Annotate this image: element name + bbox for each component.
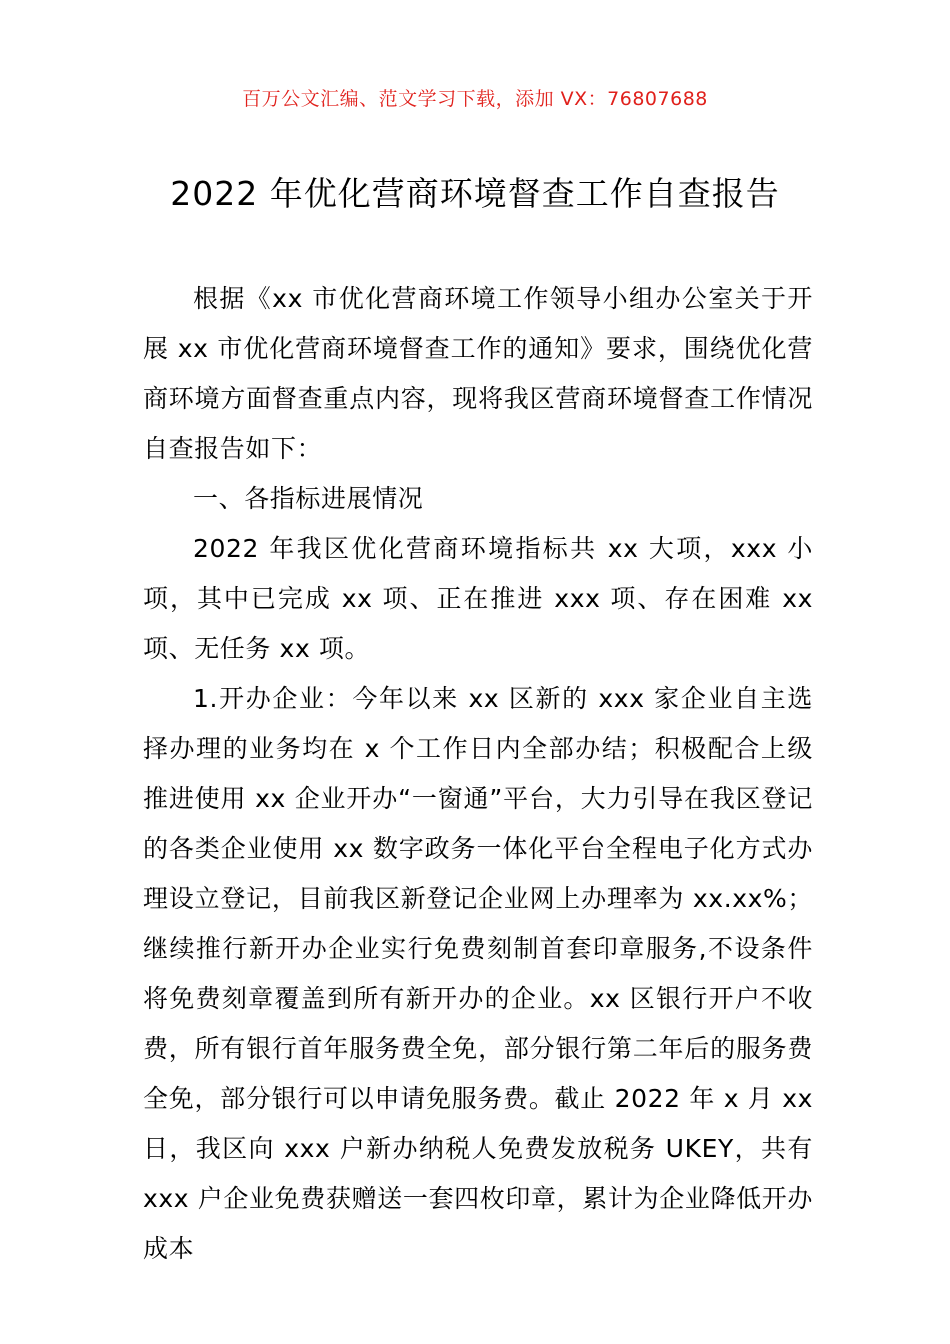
document-body — [143, 274, 813, 1274]
paragraph-summary: 2022 年我区优化营商环境指标共 xx 大项，xxx 小项，其中已完成 xx 项、正在推进 xxx 项、存在困难 xx 项、无任务 xx 项。 — [143, 534, 813, 663]
header-watermark-note: 百万公文汇编、范文学习下载，添加 VX：76807688 — [242, 88, 708, 110]
paragraph-business-start: 1.开办企业：今年以来 xx 区新的 xxx 家企业自主选择办理的业务均在 x 个工作日内全部办结；积极配合上级推进使用 xx 企业开办“一窗通”平台，大力引导在我区登记的各类企业使用 xx 数字政务一体化平台全程电子化方式办理设立登记，目前我区新登记企业网上办理率为 xx.xx%；继续推行新开办企业实行免费刻制首套印章服务,不设条件将免费刻章覆盖到所有新开办的企业。xx 区银行开户不收费，所有银行首年服务费全免，部分银行第二年后的服务费全免，部分银行可以申请免服务费。截止 2022 年 x 月 xx 日，我区向 xxx 户新办纳税人免费发放税务 UKEY，共有 xxx 户企业免费获赠送一套四枚印章，累计为企业降低开办成本 — [143, 684, 813, 1263]
paragraph-intro: 根据《xx 市优化营商环境工作领导小组办公室关于开展 xx 市优化营商环境督查工作的通知》要求，围绕优化营商环境方面督查重点内容，现将我区营商环境督查工作情况自查报告如下： — [143, 284, 813, 463]
section-heading: 一、各指标进展情况 — [193, 484, 424, 513]
page-title: 2022 年优化营商环境督查工作自查报告 — [170, 174, 780, 213]
